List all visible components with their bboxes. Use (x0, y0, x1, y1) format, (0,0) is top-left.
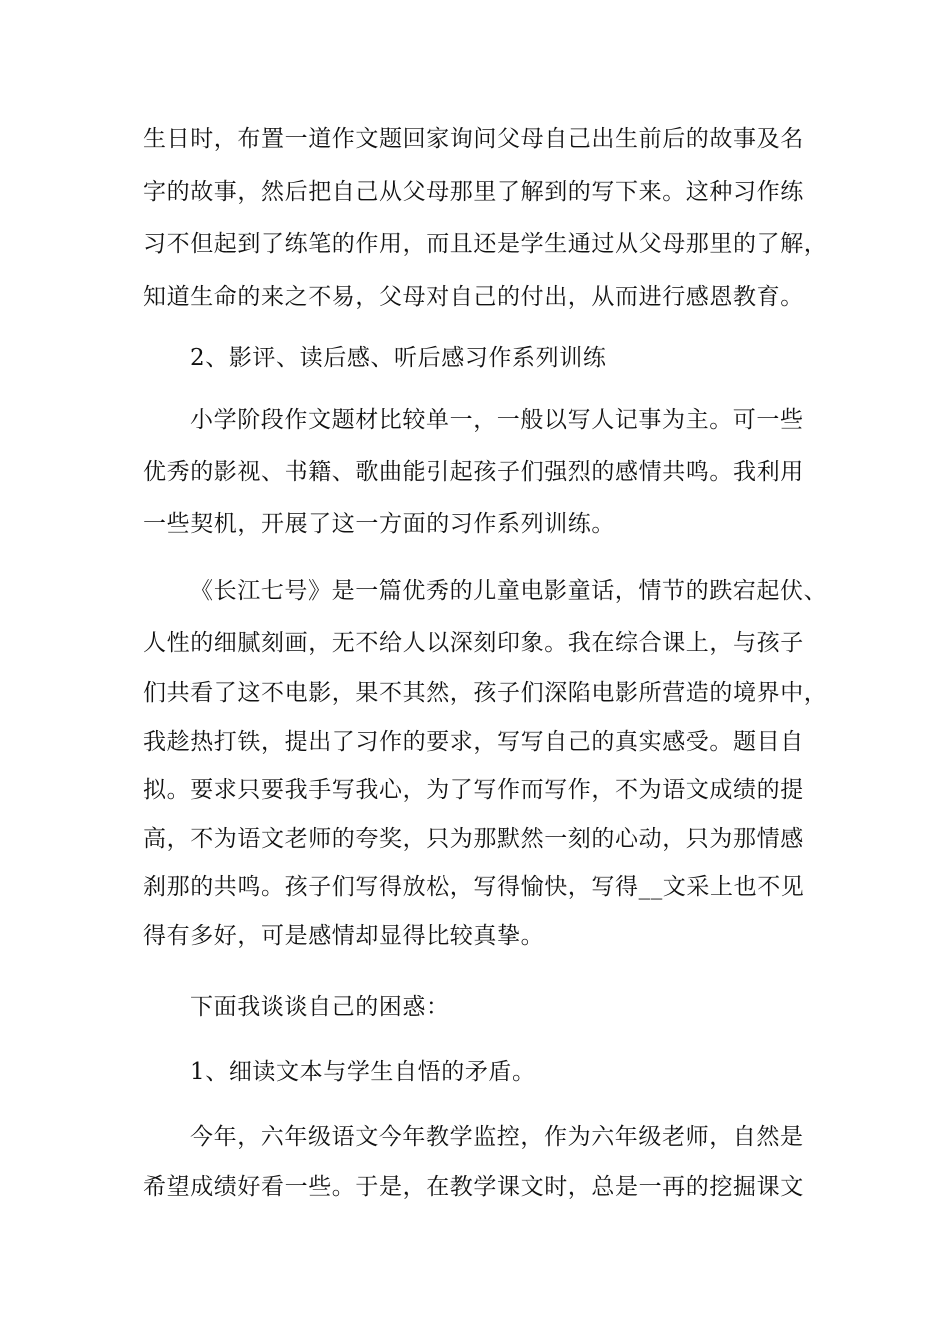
text-line: 知道生命的来之不易，父母对自己的付出，从而进行感恩教育。 (143, 284, 804, 310)
text-line: 一些契机，开展了这一方面的习作系列训练。 (143, 511, 615, 537)
text-line: 优秀的影视、书籍、歌曲能引起孩子们强烈的感情共鸣。我利用 (143, 459, 804, 485)
text-line: 小学阶段作文题材比较单一，一般以写人记事为主。可一些 (190, 407, 804, 433)
text-line: 们共看了这不电影，果不其然，孩子们深陷电影所营造的境界中， (143, 680, 828, 706)
text-line: 我趁热打铁，提出了习作的要求，写写自己的真实感受。题目自 (143, 729, 804, 755)
text-line: 《长江七号》是一篇优秀的儿童电影童话，情节的跌宕起伏、 (190, 578, 828, 604)
text-line: 下面我谈谈自己的困惑： (190, 994, 450, 1020)
text-line: 刹那的共鸣。孩子们写得放松，写得愉快，写得__文采上也不见 (143, 874, 805, 900)
text-line: 得有多好，可是感情却显得比较真挚。 (143, 923, 545, 949)
text-line: 今年，六年级语文今年教学监控，作为六年级老师，自然是 (190, 1124, 804, 1150)
text-line: 习不但起到了练笔的作用，而且还是学生通过从父母那里的了解， (143, 231, 828, 257)
section-heading: 1、细读文本与学生自悟的矛盾。 (190, 1059, 536, 1085)
section-heading: 2、影评、读后感、听后感习作系列训练 (190, 345, 607, 371)
text-line: 生日时，布置一道作文题回家询问父母自己出生前后的故事及名 (143, 126, 804, 152)
text-line: 高，不为语文老师的夸奖，只为那默然一刻的心动，只为那情感 (143, 826, 804, 852)
text-line: 人性的细腻刻画，无不给人以深刻印象。我在综合课上，与孩子 (143, 630, 804, 656)
text-line: 拟。要求只要我手写我心，为了写作而写作，不为语文成绩的提 (143, 777, 804, 803)
text-line: 希望成绩好看一些。于是，在教学课文时，总是一再的挖掘课文 (143, 1174, 804, 1200)
text-line: 字的故事，然后把自己从父母那里了解到的写下来。这种习作练 (143, 179, 804, 205)
